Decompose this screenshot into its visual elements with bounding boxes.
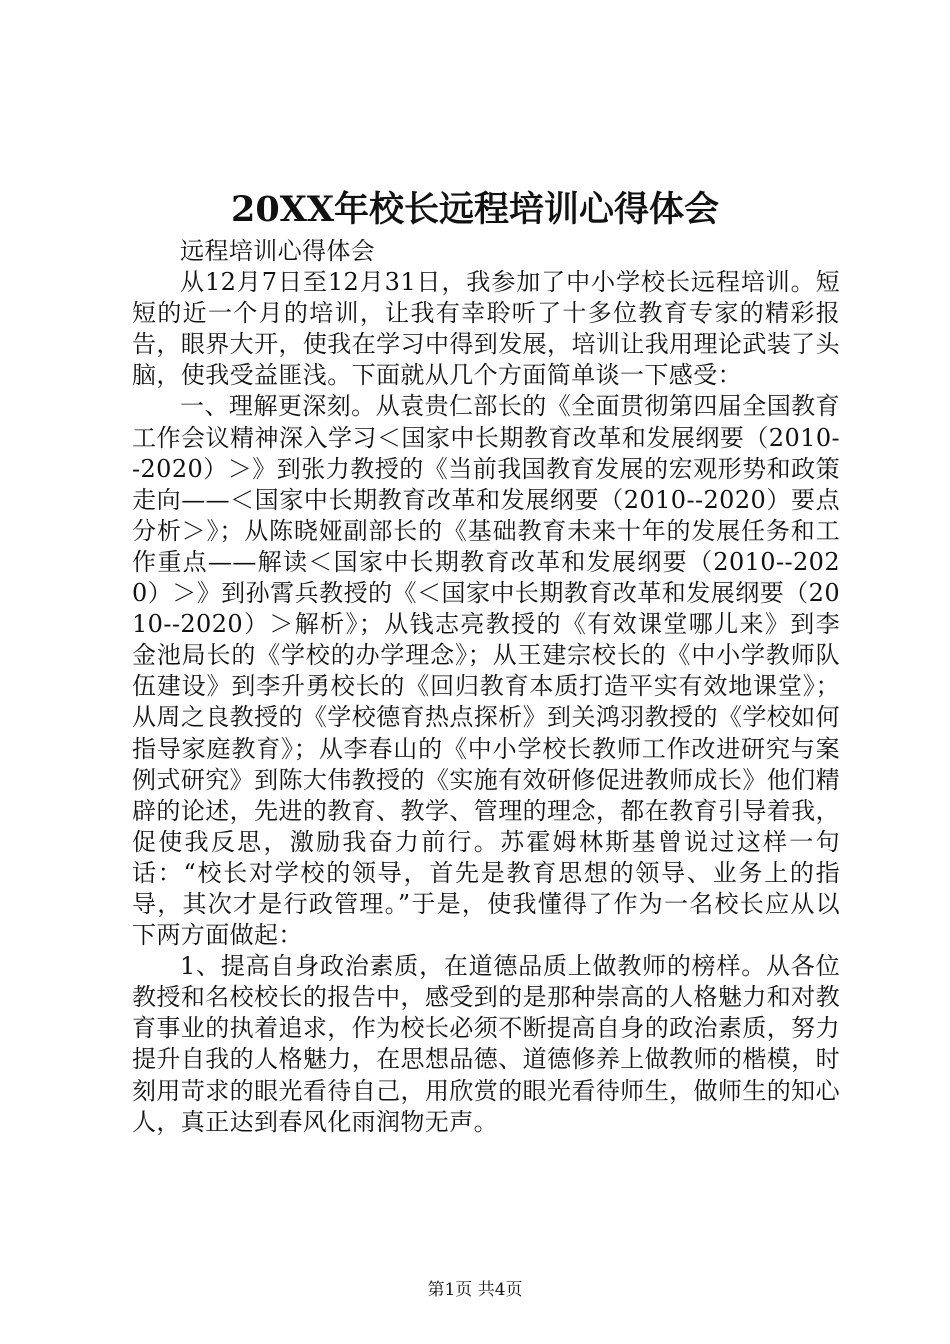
document-title: 20XX年校长远程培训心得体会 [230,189,720,230]
paragraph-intro: 从12月7日至12月31日，我参加了中小学校长远程培训。短短的近一个月的培训，让我有幸聆听了十多位教育专家的精彩报告，眼界大开，使我在学习中得到发展，培训让我用理论武装了头脑，使我受益匪浅。下面就从几个方面简单谈一下感受： [132,268,840,390]
paragraph-point-one: 1、提高自身政治素质，在道德品质上做教师的榜样。从各位教授和名校校长的报告中，感受到的是那种崇高的人格魅力和对教育事业的执着追求，作为校长必须不断提高自身的政治素质，努力提升自我的人格魅力，在思想品德、道德修养上做教师的楷模，时刻用苛求的眼光看待自己，用欣赏的眼光看待师生，做师生的知心人，真正达到春风化雨润物无声。 [132,952,840,1136]
document-subtitle: 远程培训心得体会 [180,237,376,265]
document-body [132,236,840,1138]
page-footer: 第1页 共4页 [427,1280,523,1300]
paragraph-section-one: 一、理解更深刻。从袁贵仁部长的《全面贯彻第四届全国教育工作会议精神深入学习＜国家中长期教育改革和发展纲要（2010--2020）＞》到张力教授的《当前我国教育发展的宏观形势和政策走向——＜国家中长期教育改革和发展纲要（2010--2020）要点分析＞》；从陈晓娅副部长的《基础教育未来十年的发展任务和工作重点——解读＜国家中长期教育改革和发展纲要（2010--2020）＞》到孙霄兵教授的《＜国家中长期教育改革和发展纲要（2010--2020）＞解析》；从钱志亮教授的《有效课堂哪儿来》到李金池局长的《学校的办学理念》；从王建宗校长的《中小学教师队伍建设》到李升勇校长的《回归教育本质打造平实有效地课堂》；从周之良教授的《学校德育热点探析》到关鸿羽教授的《学校如何指导家庭教育》；从李春山的《中小学校长教师工作改进研究与案例式研究》到陈大伟教授的《实施有效研修促进教师成长》他们精辟的论述，先进的教育、教学、管理的理念，都在教育引导着我，促使我反思，激励我奋力前行。苏霍姆林斯基曾说过这样一句话：“校长对学校的领导，首先是教育思想的领导、业务上的指导，其次才是行政管理。”于是，使我懂得了作为一名校长应从以下两方面做起： [132,392,840,950]
